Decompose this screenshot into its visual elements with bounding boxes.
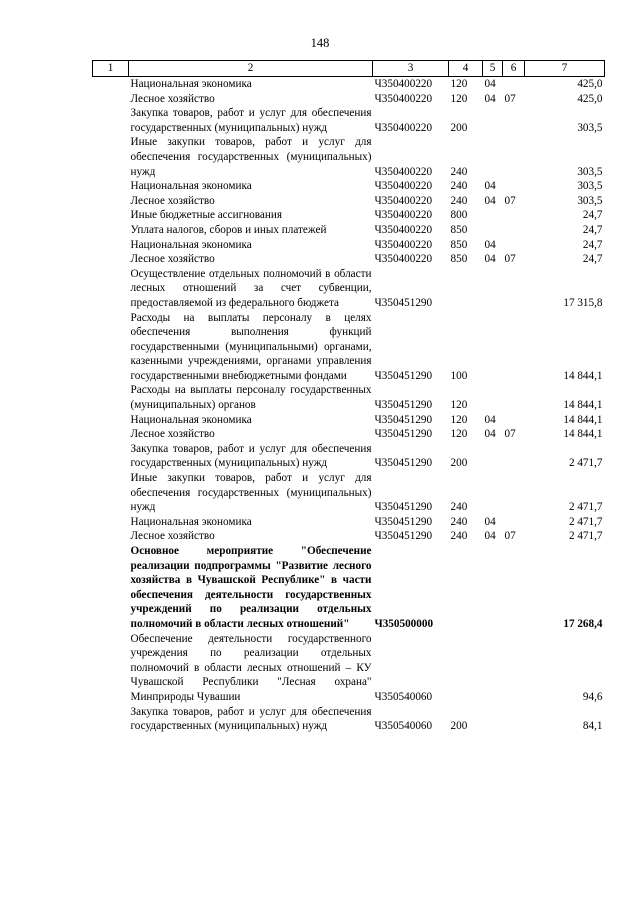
row-vr: 240 bbox=[450, 194, 468, 207]
row-name: Осуществление отдельных полномочий в области лесных отношений за счет субвенции, предоставляемой из федерального бюджета bbox=[130, 267, 372, 309]
table-row bbox=[93, 238, 605, 253]
row-code: Ч350451290 bbox=[374, 515, 433, 528]
row-code: Ч350400220 bbox=[374, 238, 433, 251]
row-vr: 100 bbox=[450, 369, 468, 382]
row-rz: 04 bbox=[484, 530, 496, 543]
row-sum: 303,5 bbox=[577, 180, 603, 193]
row-rz bbox=[483, 208, 503, 223]
table-row bbox=[93, 529, 605, 544]
row-sum: 303,5 bbox=[577, 194, 603, 207]
header-col-4: 4 bbox=[449, 61, 483, 77]
row-name: Закупка товаров, работ и услуг для обеспечения государственных (муниципальных) нужд bbox=[130, 705, 372, 733]
row-code: Ч350451290 bbox=[374, 296, 433, 309]
row-code: Ч350500000 bbox=[374, 617, 434, 630]
row-pr bbox=[503, 515, 525, 530]
row-rz: 04 bbox=[484, 515, 496, 528]
row-pr bbox=[503, 179, 525, 194]
row-code: Ч350400220 bbox=[374, 78, 433, 90]
row-sum: 14 844,1 bbox=[563, 399, 603, 412]
row-rz: 04 bbox=[484, 428, 496, 441]
table-row bbox=[93, 194, 605, 209]
table-row bbox=[93, 92, 605, 107]
row-rz bbox=[483, 632, 503, 705]
row-pr bbox=[503, 413, 525, 428]
col1-cell bbox=[93, 194, 129, 209]
row-sum: 2 471,7 bbox=[568, 515, 603, 528]
col1-cell bbox=[93, 106, 129, 135]
row-sum: 24,7 bbox=[582, 238, 603, 251]
row-pr bbox=[503, 238, 525, 253]
row-pr bbox=[503, 223, 525, 238]
row-rz: 04 bbox=[484, 413, 496, 426]
row-pr bbox=[503, 632, 525, 705]
budget-table bbox=[92, 60, 605, 734]
row-vr bbox=[449, 632, 483, 705]
table-body bbox=[93, 77, 605, 734]
table-row bbox=[93, 442, 605, 471]
row-name: Расходы на выплаты персоналу в целях обеспечения выполнения функций государственными (муниципальными) органами, казенными учреждениями, органами управления государственными внебюджетными фондами bbox=[130, 311, 372, 382]
col1-cell bbox=[93, 383, 129, 412]
row-rz: 04 bbox=[484, 78, 496, 90]
row-pr bbox=[503, 106, 525, 135]
table-row bbox=[93, 267, 605, 311]
row-vr: 200 bbox=[450, 457, 468, 470]
row-pr bbox=[503, 311, 525, 384]
row-pr bbox=[503, 135, 525, 179]
row-vr bbox=[449, 267, 483, 311]
row-name: Национальная экономика bbox=[130, 180, 252, 193]
row-code: Ч350451290 bbox=[374, 457, 433, 470]
row-rz bbox=[483, 383, 503, 412]
col1-cell bbox=[93, 427, 129, 442]
table-row bbox=[93, 427, 605, 442]
col1-cell bbox=[93, 471, 129, 515]
row-sum: 84,1 bbox=[582, 720, 603, 733]
table-row bbox=[93, 632, 605, 705]
row-vr: 800 bbox=[450, 209, 468, 222]
col1-cell bbox=[93, 632, 129, 705]
row-code: Ч350400220 bbox=[374, 209, 433, 222]
row-name: Национальная экономика bbox=[130, 413, 252, 426]
page-number: 148 bbox=[310, 36, 330, 50]
row-sum: 17 315,8 bbox=[563, 296, 603, 309]
table-row bbox=[93, 413, 605, 428]
row-pr: 07 bbox=[504, 194, 516, 207]
row-vr: 240 bbox=[450, 530, 468, 543]
row-rz bbox=[483, 471, 503, 515]
row-pr bbox=[503, 77, 525, 92]
row-pr bbox=[503, 208, 525, 223]
row-pr bbox=[503, 442, 525, 471]
table-row bbox=[93, 135, 605, 179]
row-vr: 240 bbox=[450, 501, 468, 514]
row-vr: 120 bbox=[450, 92, 468, 105]
row-code: Ч350451290 bbox=[374, 501, 433, 514]
col1-cell bbox=[93, 208, 129, 223]
col1-cell bbox=[93, 705, 129, 734]
row-code: Ч350451290 bbox=[374, 369, 433, 382]
col1-cell bbox=[93, 238, 129, 253]
row-vr: 120 bbox=[450, 78, 468, 90]
row-rz bbox=[483, 442, 503, 471]
table-row bbox=[93, 705, 605, 734]
row-rz: 04 bbox=[484, 194, 496, 207]
col1-cell bbox=[93, 544, 129, 632]
row-code: Ч350400220 bbox=[374, 121, 433, 134]
row-rz bbox=[483, 223, 503, 238]
row-name: Уплата налогов, сборов и иных платежей bbox=[130, 223, 327, 236]
row-vr: 240 bbox=[450, 180, 468, 193]
row-rz: 04 bbox=[484, 253, 496, 266]
table-row bbox=[93, 311, 605, 384]
row-pr bbox=[503, 267, 525, 311]
row-rz bbox=[483, 106, 503, 135]
row-code: Ч350451290 bbox=[374, 428, 433, 441]
row-name: Лесное хозяйство bbox=[130, 428, 215, 441]
row-name: Лесное хозяйство bbox=[130, 92, 215, 105]
row-name: Лесное хозяйство bbox=[130, 530, 215, 543]
table-row bbox=[93, 252, 605, 267]
table-header-row bbox=[93, 61, 605, 77]
row-sum: 94,6 bbox=[582, 690, 603, 703]
row-vr: 850 bbox=[450, 223, 468, 236]
row-pr: 07 bbox=[504, 253, 516, 266]
row-code: Ч350400220 bbox=[374, 194, 433, 207]
row-code: Ч350400220 bbox=[374, 180, 433, 193]
row-pr bbox=[503, 383, 525, 412]
row-pr bbox=[503, 705, 525, 734]
row-name: Национальная экономика bbox=[130, 238, 252, 251]
col1-cell bbox=[93, 442, 129, 471]
table-row bbox=[93, 544, 605, 632]
row-code: Ч350451290 bbox=[374, 413, 433, 426]
col1-cell bbox=[93, 267, 129, 311]
row-code: Ч350400220 bbox=[374, 253, 433, 266]
row-sum: 2 471,7 bbox=[568, 530, 603, 543]
row-sum: 303,5 bbox=[577, 165, 603, 178]
row-name: Национальная экономика bbox=[130, 78, 252, 90]
row-vr bbox=[449, 544, 483, 632]
row-sum: 303,5 bbox=[577, 121, 603, 134]
row-code: Ч350540060 bbox=[374, 720, 433, 733]
row-sum: 14 844,1 bbox=[563, 369, 603, 382]
table-row bbox=[93, 106, 605, 135]
header-col-3: 3 bbox=[373, 61, 449, 77]
row-name: Лесное хозяйство bbox=[130, 194, 215, 207]
col1-cell bbox=[93, 135, 129, 179]
row-code: Ч350540060 bbox=[374, 690, 433, 703]
row-vr: 120 bbox=[450, 399, 468, 412]
header-col-5: 5 bbox=[483, 61, 503, 77]
row-code: Ч350400220 bbox=[374, 92, 433, 105]
row-vr: 120 bbox=[450, 413, 468, 426]
header-col-6: 6 bbox=[503, 61, 525, 77]
row-pr: 07 bbox=[504, 530, 516, 543]
row-name: Лесное хозяйство bbox=[130, 253, 215, 266]
row-code: Ч350451290 bbox=[374, 530, 433, 543]
row-sum: 14 844,1 bbox=[563, 428, 603, 441]
col1-cell bbox=[93, 515, 129, 530]
row-rz bbox=[483, 544, 503, 632]
row-rz bbox=[483, 311, 503, 384]
row-vr: 120 bbox=[450, 428, 468, 441]
row-rz: 04 bbox=[484, 180, 496, 193]
col1-cell bbox=[93, 311, 129, 384]
row-vr: 240 bbox=[450, 165, 468, 178]
row-name: Национальная экономика bbox=[130, 515, 252, 528]
table-row bbox=[93, 77, 605, 92]
row-name: Закупка товаров, работ и услуг для обеспечения государственных (муниципальных) нужд bbox=[130, 107, 372, 134]
header-col-1: 1 bbox=[93, 61, 129, 77]
row-sum: 2 471,7 bbox=[568, 501, 603, 514]
row-name: Иные закупки товаров, работ и услуг для обеспечения государственных (муниципальных) нужд bbox=[130, 472, 372, 514]
row-sum: 425,0 bbox=[577, 92, 603, 105]
table-row bbox=[93, 179, 605, 194]
row-code: Ч350451290 bbox=[374, 399, 433, 412]
row-pr: 07 bbox=[504, 92, 516, 105]
row-code: Ч350400220 bbox=[374, 165, 433, 178]
row-code: Ч350400220 bbox=[374, 223, 433, 236]
row-name: Иные бюджетные ассигнования bbox=[130, 209, 282, 222]
row-sum: 17 268,4 bbox=[563, 617, 603, 630]
row-name: Иные закупки товаров, работ и услуг для обеспечения государственных (муниципальных) нужд bbox=[130, 136, 372, 178]
row-pr: 07 bbox=[504, 428, 516, 441]
row-name: Основное мероприятие "Обеспечение реализации подпрограммы "Развитие лесного хозяйства в Чувашской Республике" в части обеспечения деятельности государственных учреждений по реализации отдельных полномочий в области лесных отношений" bbox=[130, 545, 372, 630]
table-row bbox=[93, 471, 605, 515]
table-row bbox=[93, 515, 605, 530]
row-name: Закупка товаров, работ и услуг для обеспечения государственных (муниципальных) нужд bbox=[130, 442, 372, 470]
row-rz: 04 bbox=[484, 92, 496, 105]
table-row bbox=[93, 383, 605, 412]
row-sum: 14 844,1 bbox=[563, 413, 603, 426]
row-vr: 850 bbox=[450, 238, 468, 251]
row-name: Расходы на выплаты персоналу государственных (муниципальных) органов bbox=[130, 384, 372, 412]
table-row bbox=[93, 223, 605, 238]
row-pr bbox=[503, 544, 525, 632]
row-sum: 24,7 bbox=[582, 223, 603, 236]
col1-cell bbox=[93, 223, 129, 238]
header-col-7: 7 bbox=[525, 61, 605, 77]
row-vr: 200 bbox=[450, 720, 468, 733]
row-vr: 850 bbox=[450, 253, 468, 266]
col1-cell bbox=[93, 179, 129, 194]
col1-cell bbox=[93, 77, 129, 92]
row-vr: 240 bbox=[450, 515, 468, 528]
row-rz bbox=[483, 267, 503, 311]
col1-cell bbox=[93, 529, 129, 544]
header-col-2: 2 bbox=[129, 61, 373, 77]
row-sum: 24,7 bbox=[582, 209, 603, 222]
col1-cell bbox=[93, 252, 129, 267]
table-row bbox=[93, 208, 605, 223]
row-rz: 04 bbox=[484, 238, 496, 251]
row-pr bbox=[503, 471, 525, 515]
col1-cell bbox=[93, 413, 129, 428]
row-name: Обеспечение деятельности государственного учреждения по реализации отдельных полномочий в области лесных отношений – КУ Чувашской Республики "Лесная охрана" Минприроды Чувашии bbox=[130, 632, 372, 703]
row-sum: 425,0 bbox=[577, 78, 603, 90]
col1-cell bbox=[93, 92, 129, 107]
row-rz bbox=[483, 705, 503, 734]
row-vr: 200 bbox=[450, 121, 468, 134]
row-rz bbox=[483, 135, 503, 179]
row-sum: 24,7 bbox=[582, 253, 603, 266]
row-sum: 2 471,7 bbox=[568, 457, 603, 470]
